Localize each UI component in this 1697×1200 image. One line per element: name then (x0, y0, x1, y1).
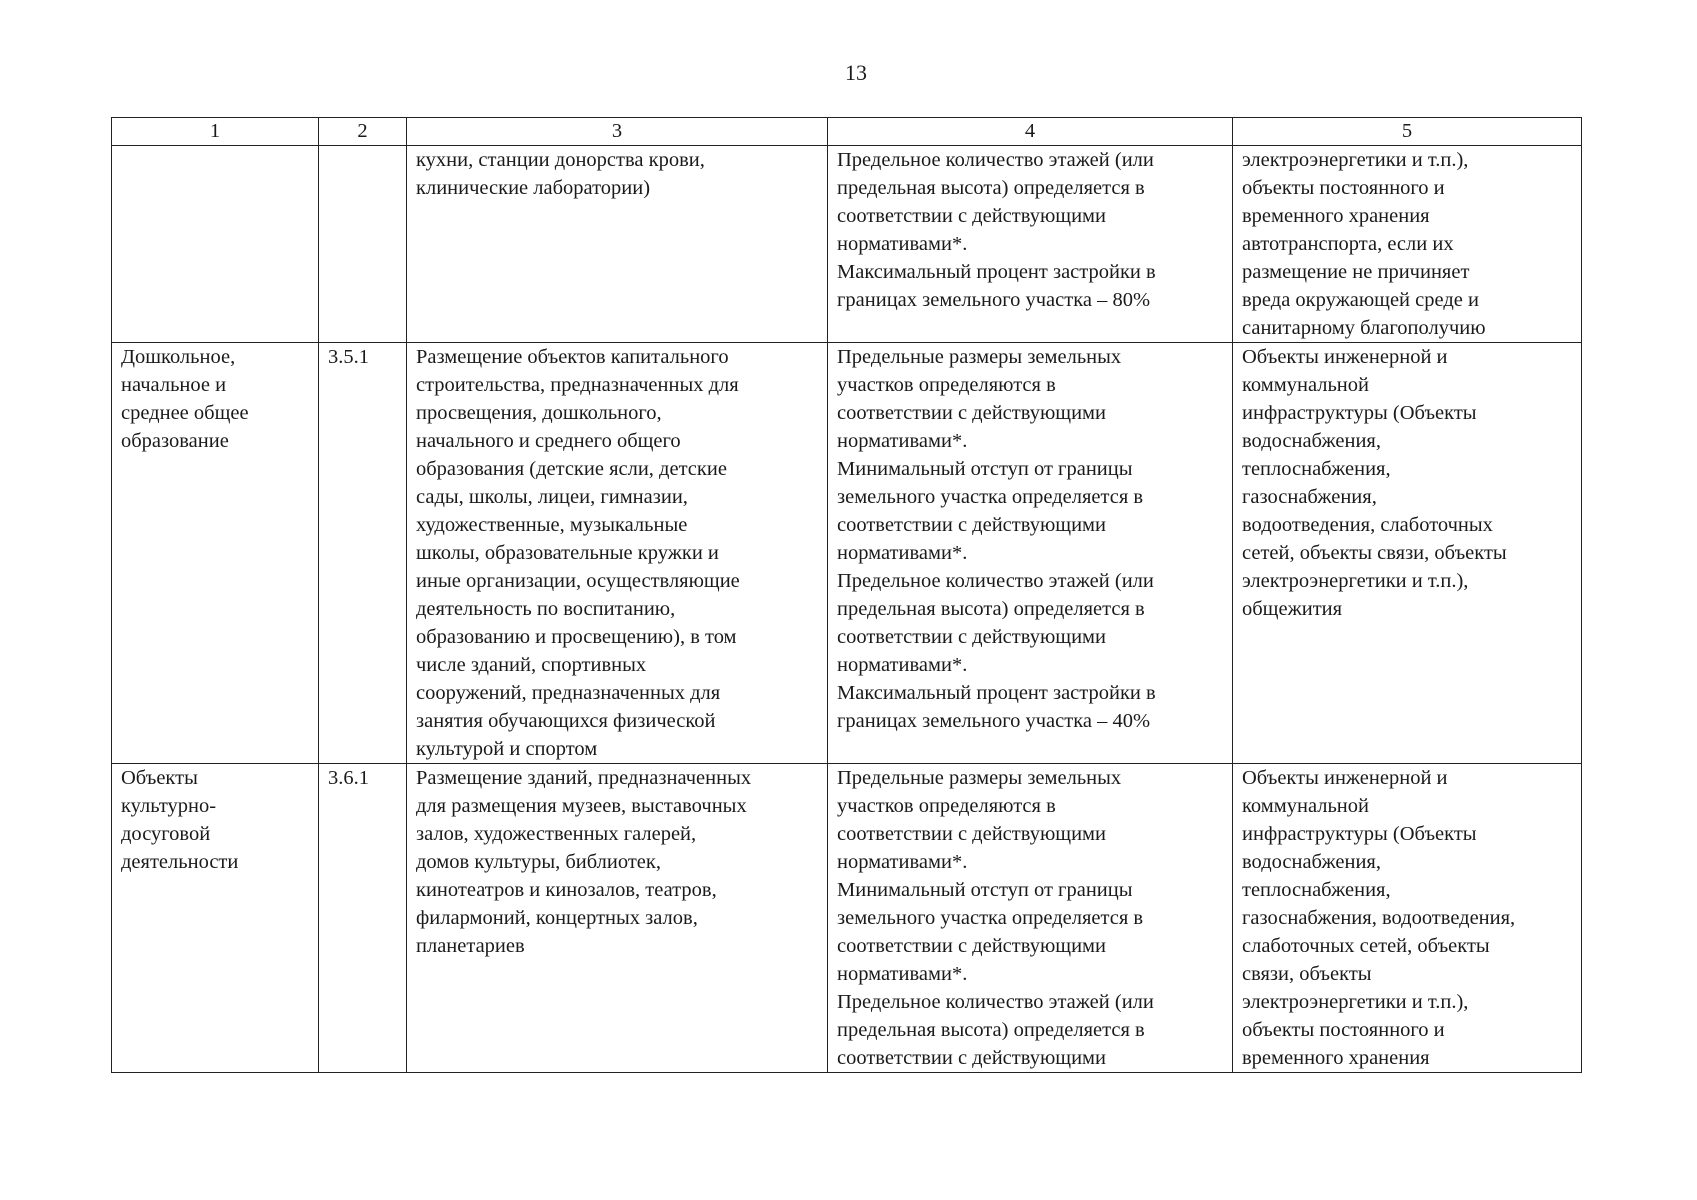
use-name-cell (112, 146, 319, 343)
use-code-cell (319, 146, 407, 343)
use-name-cell: Объекты культурно- досуговой деятельности (112, 764, 319, 1073)
land-use-table (111, 117, 1582, 1073)
use-code-cell: 3.5.1 (319, 343, 407, 764)
auxiliary-uses-cell: Объекты инженерной и коммунальной инфраструктуры (Объекты водоснабжения, теплоснабжения, газоснабжения, водоотведения, слаботочных сетей, объекты связи, объекты электроэнергетики и т.п.), объекты постоянного и временного хранения (1233, 764, 1582, 1073)
use-description-cell: Размещение объектов капитального строительства, предназначенных для просвещения, дошкольного, начального и среднего общего образования (детские ясли, детские сады, школы, лицеи, гимназии, художественные, музыкальные школы, образовательные кружки и иные организации, осуществляющие деятельность по воспитанию, образованию и просвещению), в том числе зданий, спортивных сооружений, предназначенных для занятия обучающихся физической культурой и спортом (407, 343, 828, 764)
column-header-3: 3 (407, 118, 828, 146)
table-row (112, 343, 1582, 764)
use-code-cell: 3.6.1 (319, 764, 407, 1073)
use-name-cell: Дошкольное, начальное и среднее общее образование (112, 343, 319, 764)
column-header-1: 1 (112, 118, 319, 146)
auxiliary-uses-cell: электроэнергетики и т.п.), объекты постоянного и временного хранения автотранспорта, если их размещение не причиняет вреда окружающей среде и санитарному благополучию (1233, 146, 1582, 343)
table-header-row (112, 118, 1582, 146)
table-row (112, 146, 1582, 343)
page-number: 13 (845, 60, 867, 85)
use-description-cell: кухни, станции донорства крови, клинические лаборатории) (407, 146, 828, 343)
column-header-2: 2 (319, 118, 407, 146)
column-header-4: 4 (828, 118, 1233, 146)
parameters-cell: Предельные размеры земельных участков определяются в соответствии с действующими нормативами*. Минимальный отступ от границы земельного участка определяется в соответствии с действующими нормативами*. Предельное количество этажей (или предельная высота) определяется в соответствии с действующими (828, 764, 1233, 1073)
parameters-cell: Предельное количество этажей (или предельная высота) определяется в соответствии с действующими нормативами*. Максимальный процент застройки в границах земельного участка – 80% (828, 146, 1233, 343)
table-row (112, 764, 1582, 1073)
parameters-cell: Предельные размеры земельных участков определяются в соответствии с действующими нормативами*. Минимальный отступ от границы земельного участка определяется в соответствии с действующими нормативами*. Предельное количество этажей (или предельная высота) определяется в соответствии с действующими нормативами*. Максимальный процент застройки в границах земельного участка – 40% (828, 343, 1233, 764)
auxiliary-uses-cell: Объекты инженерной и коммунальной инфраструктуры (Объекты водоснабжения, теплоснабжения, газоснабжения, водоотведения, слаботочных сетей, объекты связи, объекты электроэнергетики и т.п.), общежития (1233, 343, 1582, 764)
column-header-5: 5 (1233, 118, 1582, 146)
use-description-cell: Размещение зданий, предназначенных для размещения музеев, выставочных залов, художественных галерей, домов культуры, библиотек, кинотеатров и кинозалов, театров, филармоний, концертных залов, планетариев (407, 764, 828, 1073)
